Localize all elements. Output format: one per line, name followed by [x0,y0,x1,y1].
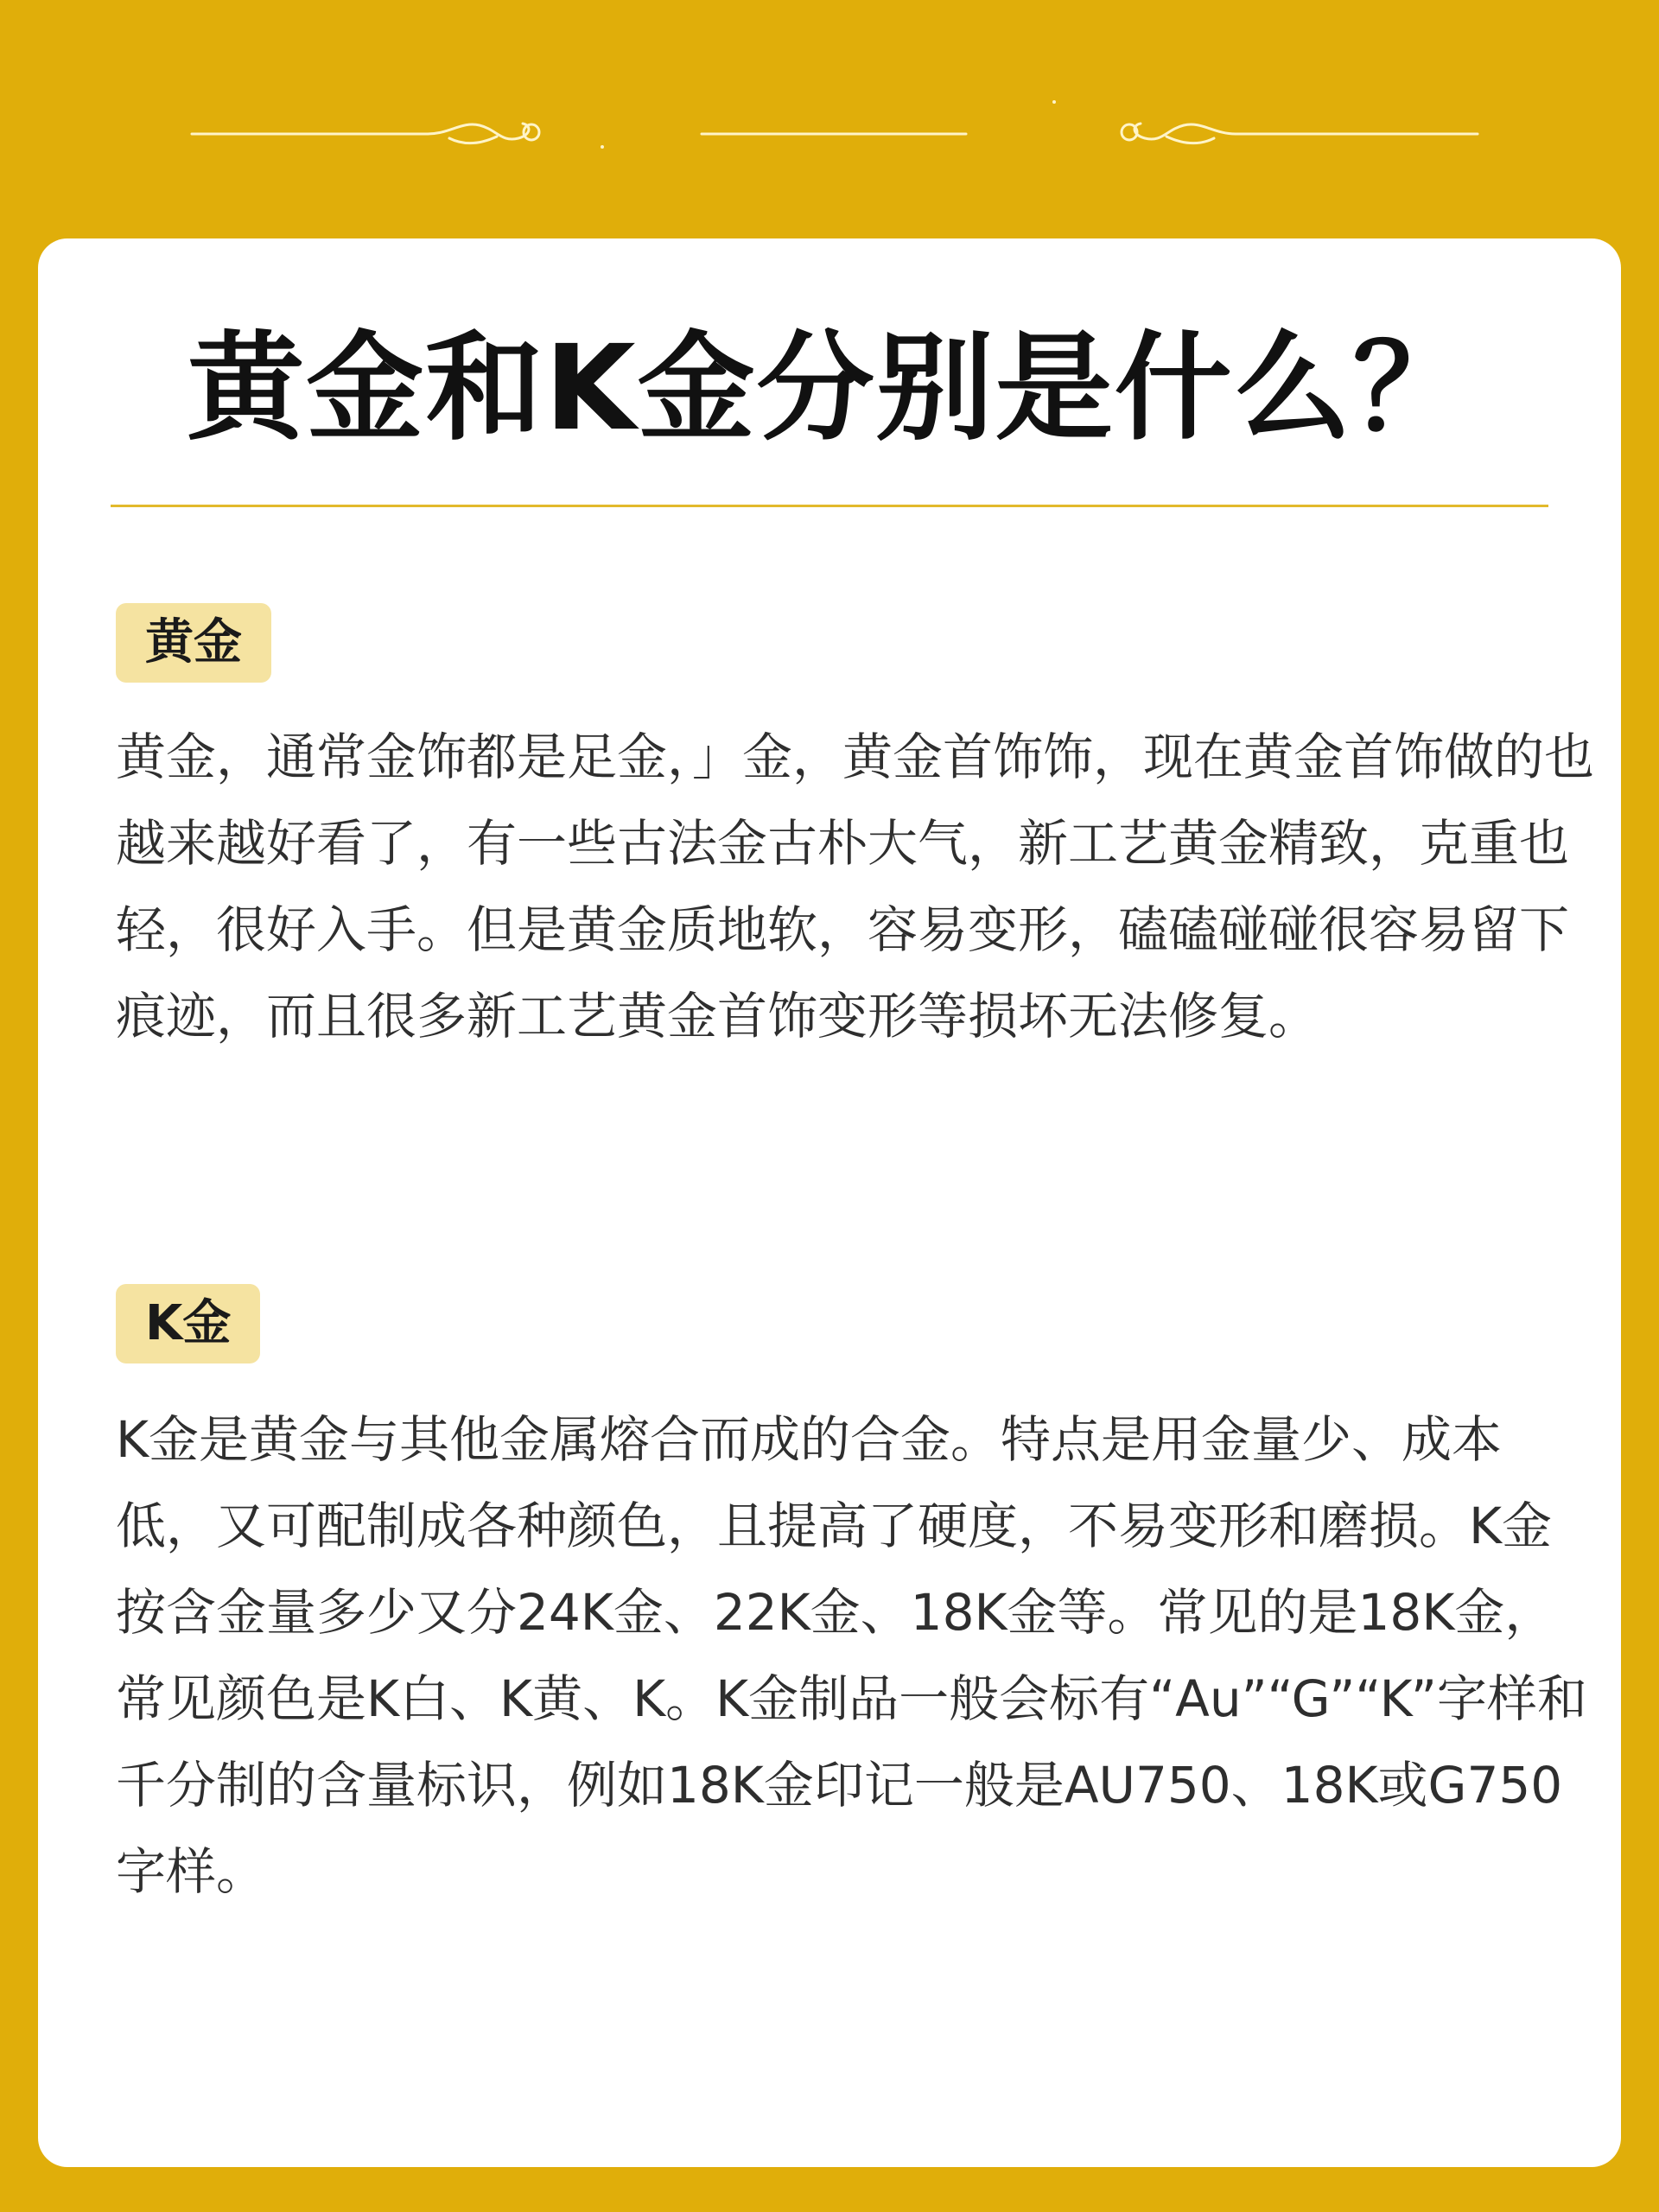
section-tag-gold: 黄金 [116,603,271,683]
page-title: 黄金和K金分别是什么？ [187,321,1472,457]
header-ornament [0,0,1659,225]
right-flourish-icon [1122,124,1236,143]
section-tag-k-gold: K金 [116,1284,260,1363]
section-text-k-gold: K金是黄金与其他金属熔合而成的合金。特点是用金量少、成本低，又可配制成各种颜色，且提高了硬度，不易变形和磨损。K金按含金量多少又分24K金、22K金、18K金等。常见的是18K金，常见颜色是K白、K黄、K。K金制品一般会标有“Au”“G”“K”字样和千分制的含量标识，例如18K金印记一般是AU750、18K或G750字样。 [116,1410,1587,1901]
left-flourish-icon [428,124,539,143]
section-text-gold: 黄金，通常金饰都是足金，」金，黄金首饰饰，现在黄金首饰做的也越来越好看了，有一些古法金古朴大气，新工艺黄金精致，克重也轻，很好入手。但是黄金质地软，容易变形，磕磕碰碰很容易留下痕迹，而且很多新工艺黄金首饰变形等损坏无法修复。 [116,728,1595,1046]
title-divider [111,505,1548,507]
content-card [38,238,1621,2167]
